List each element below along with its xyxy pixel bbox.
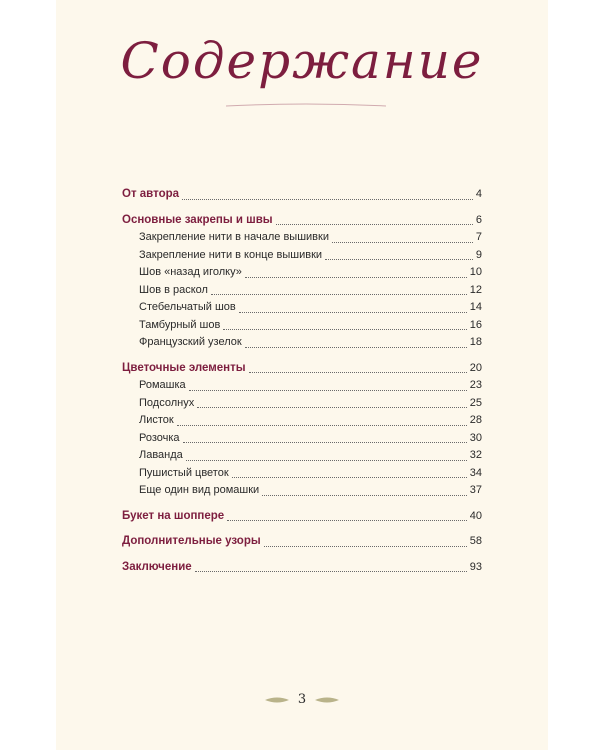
- toc-entry-label: Французский узелок: [139, 336, 242, 348]
- toc-subsection-entry[interactable]: [122, 395, 482, 413]
- toc-entry-label: Еще один вид ромашки: [139, 484, 260, 496]
- toc-section-entry[interactable]: [122, 559, 482, 577]
- toc-entry-page-number: 25: [469, 396, 482, 409]
- toc-entry-page-number: 28: [469, 414, 482, 426]
- toc-entry-label: Подсолнух: [139, 396, 195, 409]
- leaf-ornament-icon: [314, 696, 340, 704]
- book-page: [56, 0, 548, 750]
- toc-subsection-entry[interactable]: [122, 377, 482, 395]
- toc-entry-label: Дополнительные узоры: [122, 535, 261, 547]
- toc-entry-label: Розочка: [139, 431, 180, 444]
- toc-dot-leader: [211, 294, 467, 295]
- toc-entry-label: Тамбурный шов: [139, 318, 221, 331]
- toc-entry-label: Шов «назад иголку»: [139, 266, 242, 278]
- toc-section-entry[interactable]: [122, 212, 482, 230]
- toc-entry-page-number: 37: [469, 484, 482, 496]
- toc-entry-label: Лаванда: [139, 449, 183, 461]
- toc-entry-label: От автора: [122, 188, 180, 200]
- toc-dot-leader: [223, 329, 466, 330]
- toc-subsection-entry[interactable]: [122, 482, 482, 500]
- page-title: Содержание: [120, 32, 484, 90]
- toc-subsection-entry[interactable]: [122, 264, 482, 282]
- toc-entry-page-number: 58: [469, 535, 482, 547]
- toc-dot-leader: [325, 259, 473, 260]
- toc-dot-leader: [332, 242, 473, 243]
- toc-section-entry[interactable]: [122, 508, 482, 526]
- leaf-ornament-icon: [264, 696, 290, 704]
- toc-section-entry[interactable]: [122, 186, 482, 204]
- toc-dot-leader: [182, 199, 473, 200]
- toc-entry-page-number: 7: [475, 231, 482, 243]
- toc-subsection-entry[interactable]: [122, 229, 482, 247]
- toc-subsection-entry[interactable]: [122, 465, 482, 483]
- toc-entry-label: Пушистый цветок: [139, 466, 229, 479]
- toc-entry-page-number: 9: [475, 248, 482, 261]
- toc-dot-leader: [276, 224, 473, 225]
- table-of-contents: [122, 186, 482, 576]
- toc-dot-leader: [232, 477, 467, 478]
- toc-section-entry[interactable]: [122, 533, 482, 551]
- toc-entry-page-number: 93: [469, 560, 482, 573]
- toc-subsection-entry[interactable]: [122, 447, 482, 465]
- toc-subsection-entry[interactable]: [122, 412, 482, 430]
- toc-dot-leader: [262, 495, 467, 496]
- toc-entry-page-number: 4: [475, 188, 482, 200]
- toc-entry-page-number: 18: [469, 336, 482, 348]
- toc-entry-page-number: 32: [469, 449, 482, 461]
- toc-dot-leader: [177, 425, 467, 426]
- toc-dot-leader: [264, 546, 467, 547]
- toc-subsection-entry[interactable]: [122, 334, 482, 352]
- toc-entry-page-number: 6: [475, 213, 482, 226]
- toc-entry-page-number: 34: [469, 466, 482, 479]
- toc-dot-leader: [183, 442, 467, 443]
- page-footer: [56, 692, 548, 707]
- toc-entry-page-number: 40: [469, 509, 482, 522]
- toc-dot-leader: [239, 312, 467, 313]
- toc-entry-label: Закрепление нити в конце вышивки: [139, 248, 323, 261]
- toc-dot-leader: [245, 347, 467, 348]
- toc-subsection-entry[interactable]: [122, 247, 482, 265]
- toc-dot-leader: [249, 372, 467, 373]
- toc-dot-leader: [197, 407, 467, 408]
- toc-entry-page-number: 20: [469, 361, 482, 374]
- toc-entry-label: Ромашка: [139, 379, 186, 391]
- toc-subsection-entry[interactable]: [122, 430, 482, 448]
- toc-dot-leader: [227, 520, 467, 521]
- toc-section-entry[interactable]: [122, 360, 482, 378]
- toc-subsection-entry[interactable]: [122, 282, 482, 300]
- toc-entry-label: Заключение: [122, 560, 192, 573]
- toc-entry-page-number: 14: [469, 301, 482, 313]
- toc-entry-page-number: 12: [469, 283, 482, 296]
- toc-entry-label: Шов в раскол: [139, 283, 208, 296]
- toc-entry-label: Закрепление нити в начале вышивки: [139, 231, 329, 243]
- toc-entry-page-number: 16: [469, 318, 482, 331]
- toc-dot-leader: [186, 460, 467, 461]
- toc-subsection-entry[interactable]: [122, 299, 482, 317]
- toc-dot-leader: [245, 277, 467, 278]
- page-number: 3: [297, 692, 307, 707]
- toc-entry-label: Букет на шоппере: [122, 509, 225, 522]
- toc-entry-page-number: 23: [469, 379, 482, 391]
- toc-entry-label: Основные закрепы и швы: [122, 213, 273, 226]
- toc-entry-label: Листок: [139, 414, 174, 426]
- title-flourish-icon: [206, 100, 406, 110]
- toc-entry-label: Стебельчатый шов: [139, 301, 236, 313]
- toc-entry-label: Цветочные элементы: [122, 361, 246, 374]
- toc-entry-page-number: 30: [469, 431, 482, 444]
- toc-dot-leader: [195, 571, 467, 572]
- toc-dot-leader: [189, 390, 467, 391]
- toc-subsection-entry[interactable]: [122, 317, 482, 335]
- toc-entry-page-number: 10: [469, 266, 482, 278]
